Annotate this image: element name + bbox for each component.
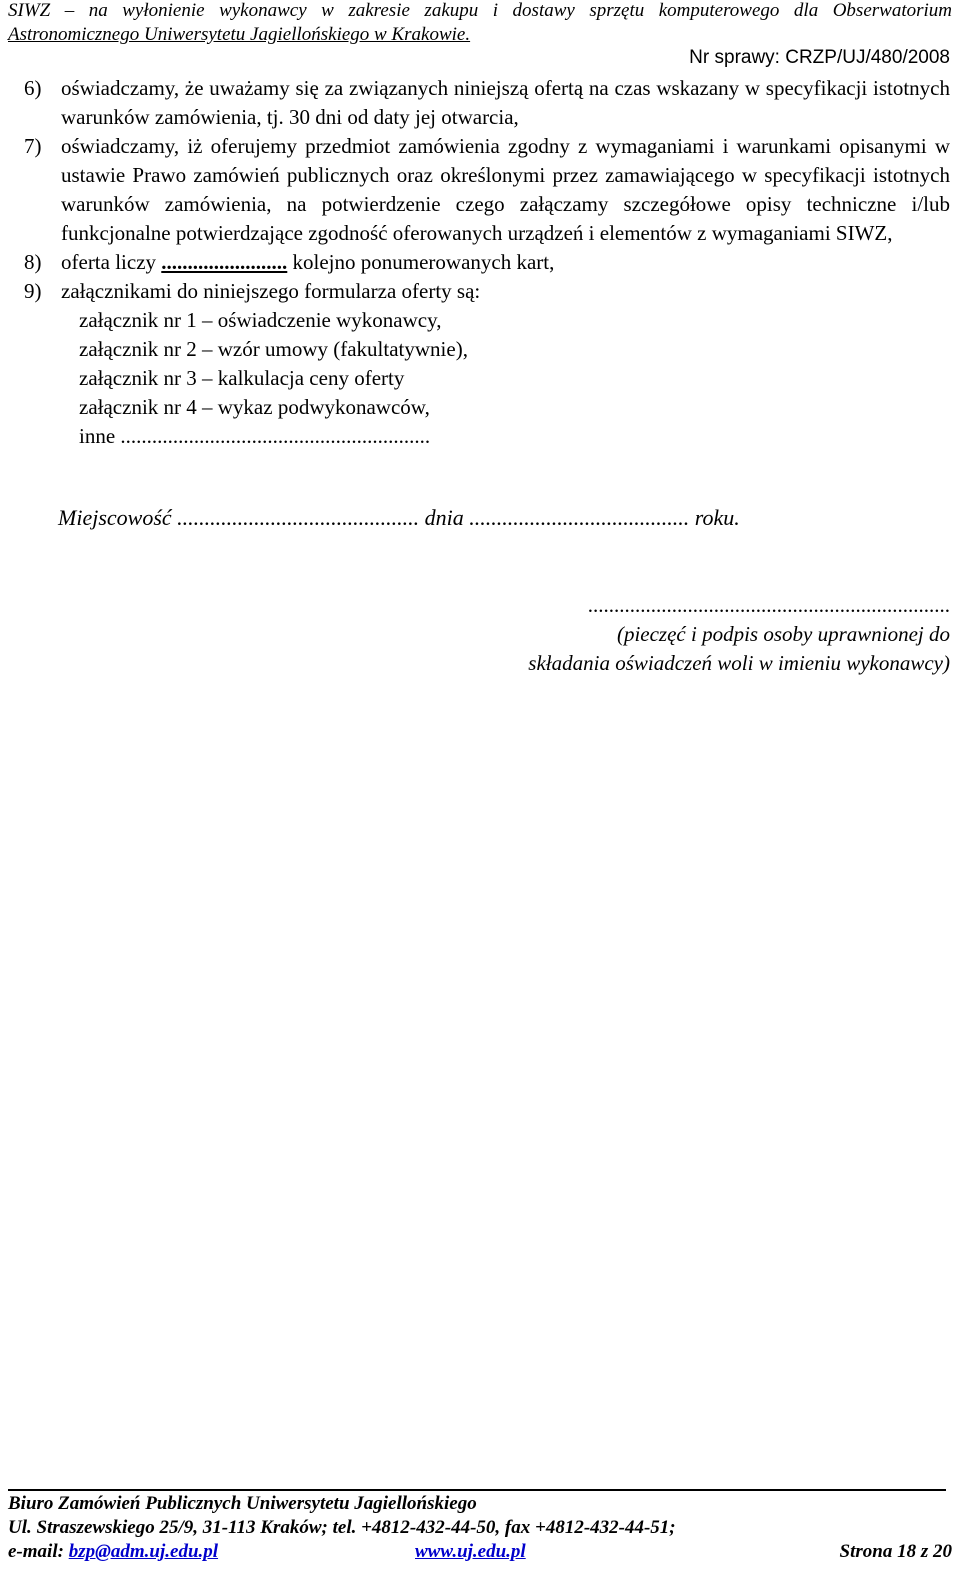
- footer-address: Ul. Straszewskiego 25/9, 31-113 Kraków; tel. +4812-432-44-50, fax +4812-432-44-51;: [8, 1517, 676, 1538]
- item-text-post: kolejno ponumerowanych kart,: [287, 250, 555, 274]
- page-number: Strona 18 z 20: [839, 1541, 952, 1562]
- email-label: e-mail:: [8, 1541, 69, 1562]
- website-link[interactable]: www.uj.edu.pl: [415, 1541, 526, 1562]
- header-title: SIWZ – na wyłonienie wykonawcy w zakresie zakupu i dostawy sprzętu komputerowego dla Obserwatorium: [8, 0, 952, 21]
- page-count-blank: ........................: [161, 250, 288, 274]
- list-item: [24, 248, 950, 277]
- item-text-pre: oferta liczy: [61, 250, 162, 274]
- declarations-list: [24, 74, 950, 451]
- item-number: 6): [24, 76, 42, 100]
- signature-line: .....................................................................: [587, 593, 950, 617]
- signature-caption-line: składania oświadczeń woli w imieniu wykonawcy): [528, 651, 950, 675]
- header-title-continued: Astronomicznego Uniwersytetu Jagiellońskiego w Krakowie.: [8, 24, 471, 45]
- list-item: [24, 132, 950, 248]
- attachment-line: załącznik nr 3 – kalkulacja ceny oferty: [79, 366, 405, 390]
- list-item: [24, 277, 950, 306]
- signature-caption: [528, 620, 950, 678]
- case-number: Nr sprawy: CRZP/UJ/480/2008: [689, 47, 950, 68]
- attachment-line: załącznik nr 2 – wzór umowy (fakultatywnie),: [79, 337, 468, 361]
- list-item: [24, 74, 950, 132]
- footer-office: Biuro Zamówień Publicznych Uniwersytetu Jagiellońskiego: [8, 1493, 477, 1514]
- footer-email-group: [8, 1541, 218, 1563]
- item-number: 9): [24, 279, 42, 303]
- footer-divider: [8, 1489, 946, 1491]
- signature-caption-line: (pieczęć i podpis osoby uprawnionej do: [616, 622, 950, 646]
- attachment-line: załącznik nr 1 – oświadczenie wykonawcy,: [79, 308, 442, 332]
- item-number: 8): [24, 250, 42, 274]
- attachment-line: załącznik nr 4 – wykaz podwykonawców,: [79, 395, 430, 419]
- item-text: załącznikami do niniejszego formularza oferty są:: [61, 279, 481, 303]
- item-text: [61, 248, 950, 277]
- item-text: oświadczamy, iż oferujemy przedmiot zamówienia zgodny z wymaganiami i warunkami opisanymi w ustawie Prawo zamówień publicznych oraz określonymi przez zamawiającego w specyfikacji istotnych warunków zamówienia, na potwierdzenie czego załączamy szczegółowe opisy techniczne i/lub funkcjonalne potwierdzające zgodność oferowanych urządzeń i elementów z wymaganiami SIWZ,: [61, 134, 950, 245]
- attachment-line: inne ...........................................................: [79, 424, 431, 448]
- item-number: 7): [24, 134, 42, 158]
- item-text: oświadczamy, że uważamy się za związanych niniejszą ofertą na czas wskazany w specyfikacji istotnych warunków zamówienia, tj. 30 dni od daty jej otwarcia,: [61, 76, 950, 129]
- place-date-line: Miejscowość ............................................ dnia ........................................ roku.: [58, 505, 740, 530]
- email-link[interactable]: bzp@adm.uj.edu.pl: [68, 1541, 219, 1562]
